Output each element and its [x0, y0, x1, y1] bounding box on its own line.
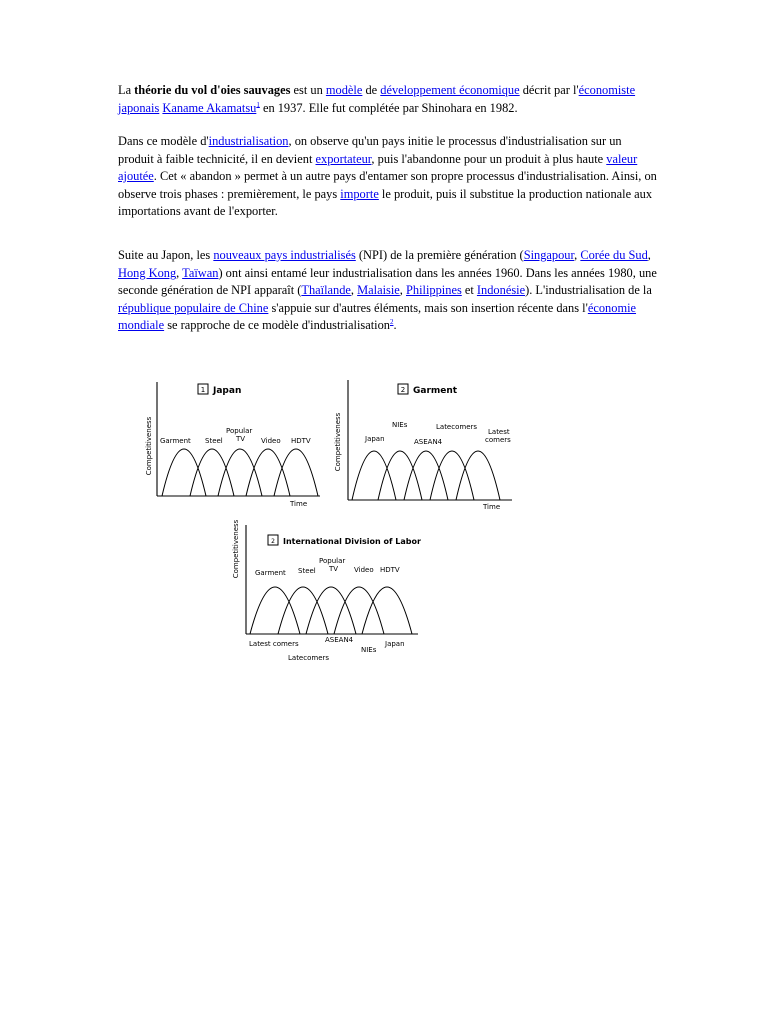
label-asean4: ASEAN4	[414, 438, 443, 446]
link-philippines[interactable]: Philippines	[406, 283, 462, 298]
curve-video	[246, 449, 290, 496]
model-paragraph	[118, 133, 658, 221]
label-asean4: ASEAN4	[325, 636, 354, 644]
text: Suite au Japon, les	[118, 248, 214, 262]
link-singapour[interactable]: Singapour	[523, 248, 575, 262]
label-video: Video	[354, 566, 374, 574]
text: et	[461, 283, 477, 298]
figure-number: 2	[271, 538, 275, 545]
intro-paragraph	[118, 82, 658, 117]
link-malaisie[interactable]: Malaisie	[357, 283, 400, 298]
text: ,	[399, 283, 406, 298]
link-valeur-ajoutee[interactable]: valeur ajoutée	[118, 151, 638, 184]
curve-latest-comers	[456, 451, 500, 500]
link-republique-populaire-de-chine[interactable]: république populaire de Chine	[118, 300, 269, 315]
figure-number: 2	[400, 386, 406, 394]
footnote-link-2[interactable]: 2	[389, 318, 394, 327]
y-axis-label: Competitiveness	[334, 412, 342, 472]
text: ). L'industrialisation de la	[525, 283, 652, 298]
link-kaname-akamatsu[interactable]: Kaname Akamatsu	[162, 100, 257, 115]
label-japan: Japan	[385, 640, 405, 648]
label-video: Video	[261, 437, 281, 445]
label-garment: Garment	[160, 437, 191, 445]
label-nies: NIEs	[361, 646, 377, 654]
text: ,	[574, 248, 581, 262]
npi-paragraph	[118, 247, 658, 335]
curve-video	[334, 587, 384, 634]
label-tv: TV	[329, 565, 339, 573]
link-japonais[interactable]: japonais	[118, 100, 160, 115]
label-steel: Steel	[298, 567, 316, 575]
label-popular: Popular	[226, 427, 253, 435]
figure-number: 1	[200, 386, 206, 394]
text: .	[393, 318, 397, 333]
label-latecomers: Latecomers	[436, 423, 478, 431]
label-garment: Garment	[255, 569, 286, 577]
text: Dans ce modèle d'	[118, 134, 209, 148]
figure-international-division	[228, 515, 428, 670]
link-industrialisation[interactable]: industrialisation	[208, 134, 289, 148]
text: est un	[290, 83, 326, 97]
text: se rapproche de ce modèle d'industrialisation	[164, 318, 390, 333]
curve-garment	[250, 587, 300, 634]
text: , on observe qu'un pays initie le processus d'industrialisation sur un produit à faible technicité, il en devient	[118, 134, 622, 166]
label-hdtv: HDTV	[380, 566, 400, 574]
curve-tv	[306, 587, 356, 634]
curve-hdtv	[362, 587, 412, 634]
label-hdtv: HDTV	[291, 437, 311, 445]
link-indonesie[interactable]: Indonésie	[476, 283, 526, 298]
link-importe[interactable]: importe	[340, 186, 379, 201]
figure-garment	[330, 378, 520, 518]
text: décrit par l'	[519, 83, 579, 97]
label-latecomers: Latecomers	[288, 654, 330, 662]
link-taiwan[interactable]: Taïwan	[182, 265, 219, 280]
text: . Cet « abandon » permet à un autre pays d'entamer son propre processus d'industrialisation. Ainsi, on observe trois phases : premièrement, le pays	[118, 169, 657, 201]
figure-title: International Division of Labor	[283, 537, 421, 546]
label-comers: comers	[485, 436, 511, 444]
footnote-link-1[interactable]: 1	[256, 100, 260, 109]
text: , puis l'abandonne pour un produit à plus haute	[371, 151, 607, 166]
curve-japan	[352, 451, 396, 500]
curve-steel	[190, 449, 234, 496]
y-axis-label: Competitiveness	[232, 519, 240, 579]
label-steel: Steel	[205, 437, 223, 445]
link-developpement-economique[interactable]: développement économique	[380, 83, 520, 97]
link-hong-kong[interactable]: Hong Kong	[118, 265, 177, 280]
figure-title: Garment	[413, 386, 458, 396]
curve-garment	[162, 449, 206, 496]
curve-nies	[378, 451, 422, 500]
link-economiste[interactable]: économiste	[578, 83, 636, 97]
label-nies: NIEs	[392, 421, 408, 429]
curve-tv	[218, 449, 262, 496]
link-thailande[interactable]: Thaïlande	[301, 283, 351, 298]
text: La	[118, 83, 135, 97]
text: le produit, puis il substitue la production nationale aux importations avant de l'exporter.	[118, 186, 653, 219]
label-popular: Popular	[319, 557, 346, 565]
text: ,	[350, 283, 358, 298]
y-axis-label: Competitiveness	[145, 416, 153, 476]
label-tv: TV	[236, 435, 246, 443]
figure-japan	[140, 378, 330, 518]
text: s'appuie sur d'autres éléments, mais son insertion récente dans l'	[268, 300, 588, 315]
link-nouveaux-pays-industrialises[interactable]: nouveaux pays industrialisés	[213, 248, 356, 262]
figure-title: Japan	[213, 386, 242, 396]
x-axis-label: Time	[483, 503, 501, 511]
text: (NPI) de la première génération (	[355, 248, 524, 262]
label-latest: Latest	[488, 428, 510, 436]
text: en 1937. Elle fut complétée par Shinohara en 1982.	[259, 100, 518, 115]
link-economie-mondiale[interactable]: économie mondiale	[118, 300, 637, 333]
curve-asean4	[404, 451, 448, 500]
text: ,	[647, 248, 651, 262]
label-latest-comers: Latest comers	[249, 640, 299, 648]
label-japan: Japan	[365, 435, 385, 443]
curve-steel	[278, 587, 328, 634]
text: de	[362, 83, 381, 97]
figure-international-division-diagram	[228, 515, 428, 665]
figure-garment-diagram	[330, 378, 520, 513]
link-coree-du-sud[interactable]: Corée du Sud	[580, 248, 648, 262]
text: ) ont ainsi entamé leur industrialisation dans les années 1960. Dans les années 1980, une seconde génération de NPI apparaît (	[118, 265, 657, 298]
link-exportateur[interactable]: exportateur	[315, 151, 372, 166]
text: ,	[176, 265, 183, 280]
figure-japan-diagram	[140, 378, 330, 513]
x-axis-label: Time	[290, 500, 308, 508]
bold-term: théorie du vol d'oies sauvages	[134, 83, 291, 97]
link-modele[interactable]: modèle	[325, 83, 363, 97]
curve-latecomers	[430, 451, 474, 500]
curve-hdtv	[274, 449, 318, 496]
